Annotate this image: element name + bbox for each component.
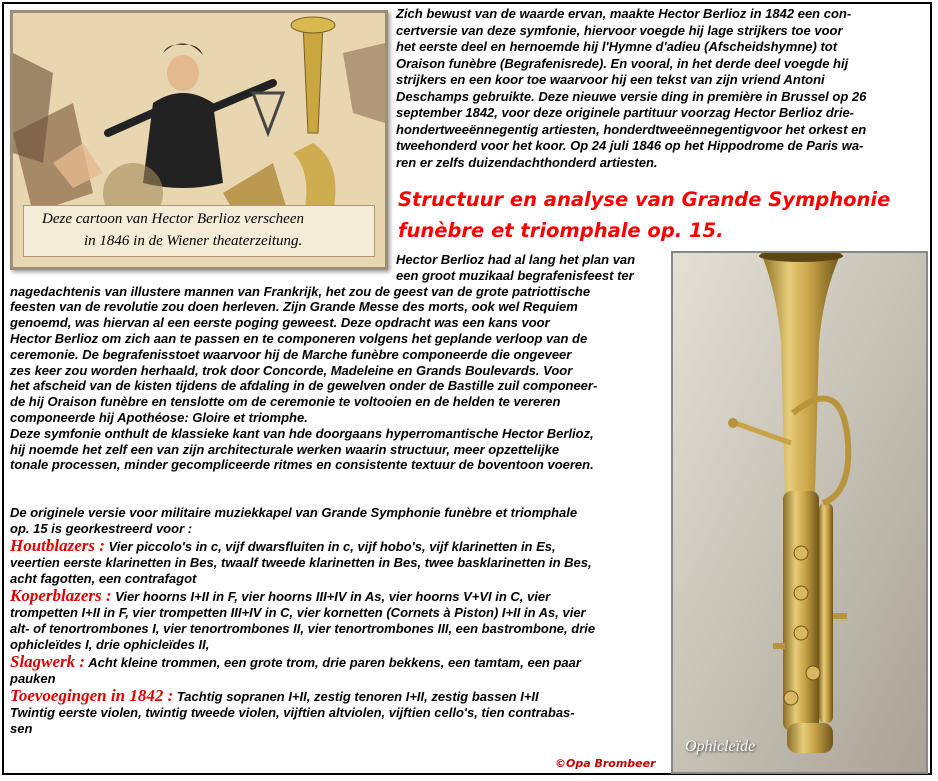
text-line: een groot muzikaal begrafenisfeest ter — [396, 267, 634, 283]
ophicleide-illustration — [673, 253, 926, 772]
section-heading — [398, 184, 928, 246]
text-line: pauken — [10, 671, 56, 686]
text-span: Vier hoorns I+II in F, vier hoorns III+IV in As, vier hoorns V+VI in C, vier — [111, 589, 551, 604]
text-line: tonale processen, minder gecompliceerde ritmes en consistente textuur de boventoon voeren. — [10, 457, 594, 473]
text-line: ophicleïdes I, drie ophicleïdes II, — [10, 637, 210, 652]
slagwerk-line — [10, 654, 595, 671]
analysis-paragraph — [10, 252, 636, 473]
text-line: Hector Berlioz had al lang het plan van — [396, 252, 636, 267]
cartoon-caption-line: in 1846 in de Wiener theaterzeitung. — [84, 233, 303, 249]
cartoon-caption-line: Deze cartoon van Hector Berlioz verscheen — [42, 211, 305, 227]
cartoon-caption — [23, 205, 375, 257]
text-line: Deze symfonie onthult de klassieke kant van hde doorgaans hyperromantische Hector Berlioz, — [10, 425, 594, 441]
text-line: hij noemde het zelf een van zijn architecturale werken waarin structuur, meer opzettelijke — [10, 441, 560, 457]
orchestration-section — [10, 505, 595, 737]
text-line: het eerste deel en hernoemde hij l'Hymne d'adieu (Afscheidshymne) tot — [396, 39, 838, 54]
text-line: De originele versie voor militaire muziekkapel van Grande Symphonie funèbre et triomphale — [10, 505, 578, 520]
text-line: ren er zelfs duizendachthonderd artiesten. — [396, 154, 658, 170]
intro-paragraph — [396, 6, 930, 171]
text-line: Zich bewust van de waarde ervan, maakte Hector Berlioz in 1842 een con- — [396, 6, 852, 21]
text-line: sen — [10, 721, 33, 736]
text-line: hondertweeënnegentig artiesten, honderdtweeënnegentigvoor het orkest en — [396, 121, 867, 137]
text-span: Acht kleine trommen, een grote trom, drie paren bekkens, een tamtam, een paar — [85, 655, 581, 670]
houtblazers-line — [10, 538, 595, 555]
text-line: alt- of tenortrombones I, vier tenortrombones II, vier tenortrombones III, een bastrombone, drie — [10, 621, 596, 636]
text-line: zes keer zou worden herhaald, trok door Concorde, Madeleine en Grands Boulevards. Voor — [10, 362, 573, 378]
text-line: ceremonie. De begrafenisstoet waarvoor hij de Marche funèbre componeerde die ongeveer — [10, 346, 572, 362]
photo-caption: Ophicleïde — [685, 738, 756, 755]
koperblazers-line — [10, 588, 595, 605]
toevoegingen-label: Toevoegingen in 1842 : — [10, 686, 174, 705]
slagwerk-label: Slagwerk : — [10, 652, 86, 671]
text-line: Oraison funèbre (Begrafenisrede). En vooral, in het derde deel voegde hij — [396, 55, 849, 71]
koperblazers-label: Koperblazers : — [10, 586, 112, 605]
text-line: Twintig eerste violen, twintig tweede violen, vijftien altviolen, vijftien cello's, tien contrabas- — [10, 705, 575, 720]
text-line: componeerde hij Apothéose: Gloire et triomphe. — [10, 409, 308, 425]
text-line: acht fagotten, een contrafagot — [10, 571, 197, 586]
houtblazers-label: Houtblazers : — [10, 536, 105, 555]
heading-line: Structuur en analyse van Grande Symphonie — [398, 188, 891, 211]
text-line: trompetten I+II in F, vier trompetten III+IV in C, vier kornetten (Cornets à Piston) I+II in As, vier — [10, 605, 586, 620]
text-line: op. 15 is georkestreerd voor : — [10, 521, 193, 536]
copyright-notice: ©Opa Brombeer — [555, 757, 656, 770]
text-line: feesten van de revolutie zou doen herleven. Zijn Grande Messe des morts, ook wel Requiem — [10, 299, 578, 315]
text-line: certversie van deze symfonie, hiervoor voegde hij lage strijkers toe voor — [396, 22, 843, 38]
text-span: Vier piccolo's in c, vijf dwarsfluiten in c, vijf hobo's, vijf klarinetten in Es, — [104, 539, 556, 554]
ophicleide-photo — [671, 251, 928, 774]
text-line: de hij Oraison funèbre en tenslotte om de ceremonie te voltooien en de helden te vereren — [10, 394, 561, 410]
berlioz-cartoon-image — [10, 10, 388, 270]
toevoegingen-line — [10, 688, 595, 705]
text-span: Tachtig sopranen I+II, zestig tenoren I+II, zestig bassen I+II — [173, 689, 539, 704]
text-line: het afscheid van de kisten tijdens de afdaling in de gewelven onder de Bastille zuil componeer- — [10, 378, 598, 394]
text-line: strijkers en een koor toe waarvoor hij een tekst van zijn vriend Antoni — [396, 72, 825, 87]
text-line: Hector Berlioz om zich aan te passen en te componeren volgens het geplande verloop van de — [10, 330, 588, 346]
text-line: Deschamps gebruikte. Deze nieuwe versie ding in première in Brussel op 26 — [396, 88, 867, 104]
heading-line: funèbre et triomphale op. 15. — [398, 219, 724, 242]
text-line: nagedachtenis van illustere mannen van Frankrijk, het zou de geest van de grote patriottische — [10, 283, 591, 299]
text-line: genoemd, was hiervan al een eerste poging geweest. Deze opdracht was een kans voor — [10, 315, 550, 331]
text-line: september 1842, voor deze originele partituur voorzag Hector Berlioz drie- — [396, 105, 855, 120]
text-line: tweehonderd voor het koor. Op 24 juli 1846 op het Hippodrome de Paris wa- — [396, 138, 864, 153]
text-line: veertien eerste klarinetten in Bes, twaalf tweede klarinetten in Bes, twee basklarinetten in Bes, — [10, 555, 592, 570]
